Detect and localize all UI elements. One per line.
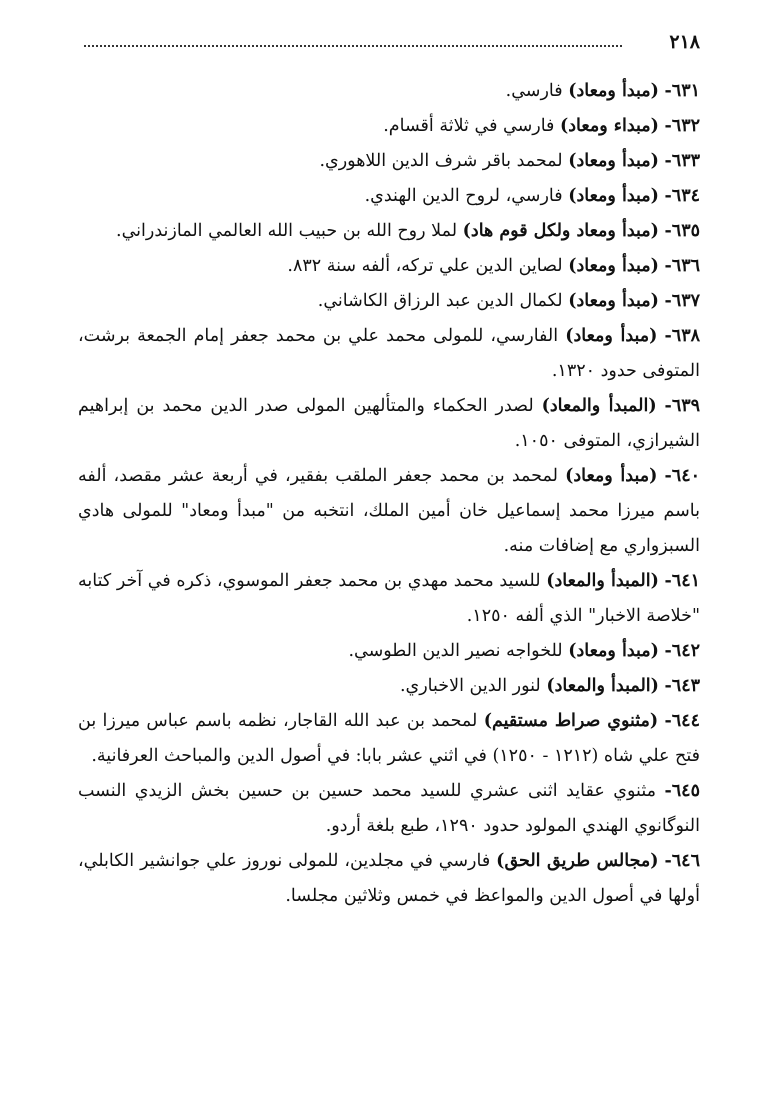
entry-number: ٦٤٤-: [664, 711, 700, 731]
entry-title: ( مبداء ومعاد ): [560, 116, 659, 136]
entry-text: فارسي في مجلدين، للمولى نوروز علي جوانشير الكابلي، أولها في أصول الدين والمواعظ في خمس وثلاثين مجلسا.: [78, 851, 700, 906]
entry-number: ٦٤١-: [664, 571, 700, 591]
entry-number: ٦٤٣-: [664, 676, 700, 696]
entry-number: ٦٤٠-: [664, 466, 700, 486]
entry: [78, 144, 700, 179]
entry-text: للسيد محمد مهدي بن محمد جعفر الموسوي، ذكره في آخر كتابه "خلاصة الاخبار" الذي ألفه ١٢٥٠.: [78, 571, 700, 626]
entry-number: ٦٣٨-: [664, 326, 700, 346]
entry-text: لكمال الدين عبد الرزاق الكاشاني.: [317, 291, 563, 311]
entry-title: ( المبدأ والمعاد ): [546, 571, 659, 591]
entry-number: ٦٣٥-: [664, 221, 700, 241]
entry-number: ٦٣٦-: [664, 256, 700, 276]
entry-text: فارسي في ثلاثة أقسام.: [383, 116, 555, 136]
entry: [78, 249, 700, 284]
entry: [78, 459, 700, 564]
entry-title: ( مبدأ ومعاد ): [568, 256, 659, 276]
entry-title: ( مثنوي صراط مستقيم ): [484, 711, 659, 731]
entry: [78, 179, 700, 214]
entry-title: ( مجالس طريق الحق ): [496, 851, 658, 871]
page-header: [78, 30, 700, 54]
entry-text: فارسي.: [505, 81, 563, 101]
entry-number: ٦٤٢-: [664, 641, 700, 661]
entry-list: [78, 74, 700, 914]
entry: [78, 564, 700, 634]
entry-text: لصدر الحكماء والمتألهين المولى صدر الدين محمد بن إبراهيم الشيرازي، المتوفى ١٠٥٠.: [78, 396, 700, 451]
entry-title: ( مبدأ ومعاد ): [565, 466, 657, 486]
entry: [78, 109, 700, 144]
entry: [78, 669, 700, 704]
entry-title: ( مبدأ ومعاد ولكل قوم هاد ): [463, 221, 659, 241]
entry-title: ( مبدأ ومعاد ): [568, 81, 659, 101]
entry-text: لصاين الدين علي تركه، ألفه سنة ٨٣٢.: [287, 256, 563, 276]
entry-text: لنور الدين الاخباري.: [399, 676, 541, 696]
entry-title: ( المبدأ والمعاد ): [542, 396, 657, 416]
entry-title: ( مبدأ ومعاد ): [568, 151, 659, 171]
entry: [78, 389, 700, 459]
entry: [78, 214, 700, 249]
entry: [78, 634, 700, 669]
entry: [78, 704, 700, 774]
entry: [78, 284, 700, 319]
dotted-leader: [84, 45, 622, 47]
entry-number: ٦٣٤-: [664, 186, 700, 206]
page-number: ٢١٨: [669, 31, 700, 53]
entry-text: لمحمد باقر شرف الدين اللاهوري.: [319, 151, 563, 171]
entry-number: ٦٣٩-: [664, 396, 701, 416]
entry-number: ٦٣١-: [664, 81, 700, 101]
entry-title: ( مبدأ ومعاد ): [568, 291, 659, 311]
entry-number: ٦٤٦-: [664, 851, 700, 871]
entry-text: الفارسي، للمولى محمد علي بن محمد جعفر إمام الجمعة برشت، المتوفى حدود ١٣٢٠.: [78, 326, 700, 381]
entry-text: مثنوي عقايد اثنى عشري للسيد محمد حسين بن حسين بخش الزيدي النسب النوگانوي الهندي المولود حدود ١٢٩٠، طبع بلغة أردو.: [78, 781, 700, 836]
entry-title: ( مبدأ ومعاد ): [565, 326, 657, 346]
entry-title: ( مبدأ ومعاد ): [568, 641, 659, 661]
entry-title: ( المبدأ والمعاد ): [546, 676, 659, 696]
entry-text: للخواجه نصير الدين الطوسي.: [348, 641, 563, 661]
entry-text: لمحمد بن محمد جعفر الملقب بفقير، في أربعة عشر مقصد، ألفه باسم ميرزا محمد إسماعيل خان أمين الملك، انتخبه من "مبدأ ومعاد" للمولى هادي السبزواري مع إضافات منه.: [78, 466, 700, 556]
entry-text: لمحمد بن عبد الله القاجار، نظمه باسم عباس ميرزا بن فتح علي شاه (١٢١٢ - ١٢٥٠) في اثني عشر بابا: في أصول الدين والمباحث العرفانية.: [78, 711, 700, 766]
entry-text: فارسي، لروح الدين الهندي.: [364, 186, 563, 206]
book-page: [78, 30, 700, 914]
entry-number: ٦٣٢-: [664, 116, 700, 136]
entry: [78, 774, 700, 844]
entry-number: ٦٣٣-: [664, 151, 700, 171]
entry-number: ٦٤٥-: [664, 781, 700, 801]
entry: [78, 844, 700, 914]
entry-title: ( مبدأ ومعاد ): [568, 186, 659, 206]
entry-number: ٦٣٧-: [664, 291, 700, 311]
entry-text: لملا روح الله بن حبيب الله العالمي المازندراني.: [116, 221, 458, 241]
entry: [78, 319, 700, 389]
entry: [78, 74, 700, 109]
